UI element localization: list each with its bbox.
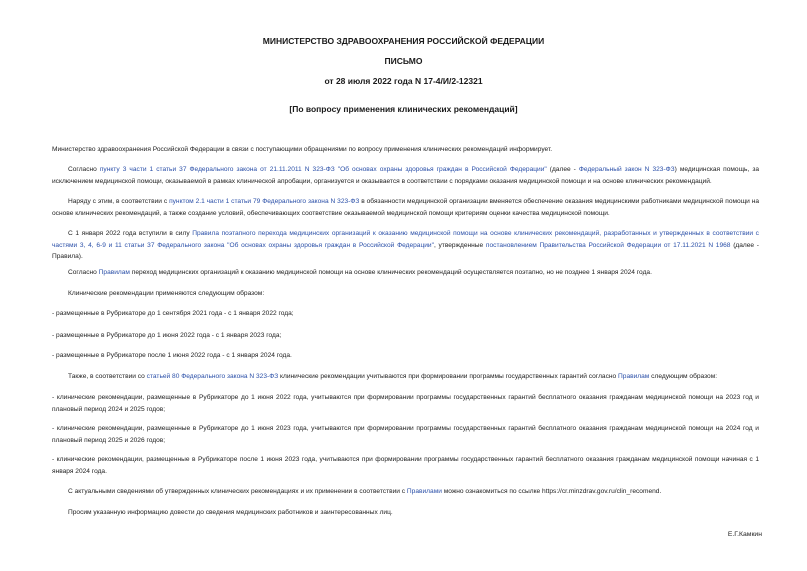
paragraph-intro: Министерство здравоохранения Российской Федерации в связи с поступающими обращениями по вопросу применения клинических рекомендаций информирует. — [52, 146, 553, 153]
list-item-2: - размещенные в Рубрикаторе до 1 июня 2022 года - с 1 января 2023 года; — [52, 332, 282, 339]
link-rules-4[interactable]: Правилами — [406, 488, 442, 495]
text: С актуальными сведениями об утвержденных клинических рекомендациях и их применении в соответствии с — [68, 488, 407, 495]
text: С 1 января 2022 года вступили в силу — [68, 230, 193, 237]
list-item-1: - размещенные в Рубрикаторе до 1 сентября 2021 года - с 1 января 2022 года; — [52, 310, 294, 317]
text: в обязанности медицинской организации вменяется обеспечение оказания медицинскими работниками медицинской помощи на основе клинических рекомендаций, а также создание условий, обеспечивающих соответствие оказываемой медицинской помощи критериям оценки качества медицинской помощи. — [52, 198, 760, 217]
text: переход медицинских организаций к оказанию медицинской помощи на основе клинических рекомендаций осуществляется поэтапно, но не позднее 1 января 2024 года. — [129, 269, 652, 276]
text: (далее - Правила). — [52, 241, 760, 260]
link-article-80[interactable]: статьей 80 Федерального закона N 323-ФЗ — [146, 373, 279, 380]
list-item-5: - клинические рекомендации, размещенные в Рубрикаторе до 1 июня 2023 года, учитываются при формировании программы государственных гарантий бесплатного оказания гражданам медицинской помощи на 2024 год и плановый период 2025 и 2026 годов; — [52, 425, 759, 444]
text: , утвержденные — [433, 241, 486, 249]
paragraph-5 — [52, 267, 759, 279]
doc-subject: [По вопросу применения клинических рекомендаций] — [289, 104, 518, 114]
paragraph-15: Просим указанную информацию довести до сведения медицинских работников и заинтересованных лиц. — [68, 509, 393, 516]
paragraph-3 — [52, 196, 759, 219]
link-article-37[interactable]: пункту 3 части 1 статьи 37 Федерального закона от 21.11.2011 N 323-ФЗ "Об основах охраны здоровья граждан в Российской Федерации" — [99, 166, 547, 173]
text: (далее - — [546, 166, 579, 173]
doc-type: ПИСЬМО — [384, 56, 423, 66]
link-rules-3[interactable]: Правилам — [618, 373, 650, 380]
link-rules[interactable]: Правила поэтапного перехода медицинских организаций к оказанию медицинской помощи на основе клинических рекомендаций, разработанных и утвержденных в соответствии с частями 3, 4, 6-9 и 11 статьи 37 Федерального закона "Об основах охраны здоровья граждан в Российской Федерации" — [52, 230, 759, 249]
text: следующим образом: — [649, 373, 718, 380]
text: Также, в соответствии со — [68, 373, 147, 380]
link-law-323[interactable]: Федеральный закон N 323-ФЗ — [578, 166, 675, 173]
text: ) медицинская помощь, за исключением медицинской помощи, оказываемой в рамках клинической апробации, организуется и оказывается в соответствии с порядками оказания медицинской помощи и на основе клинических рекомендаций. — [52, 166, 760, 185]
list-item-6: - клинические рекомендации, размещенные в Рубрикаторе после 1 июня 2023 года, учитываются при формировании программы государственных гарантий бесплатного оказания гражданам медицинской помощи начиная с 1 января 2024 года. — [52, 456, 759, 475]
text: клинические рекомендации учитываются при формировании программы государственных гарантий согласно — [278, 373, 619, 380]
signature: Е.Г.Камкин — [727, 531, 762, 538]
paragraph-2 — [52, 164, 759, 187]
paragraph-10 — [52, 371, 759, 383]
text: можно ознакомиться по ссылке https://cr.minzdrav.gov.ru/clin_recomend. — [441, 488, 662, 495]
link-article-79[interactable]: пунктом 2.1 части 1 статьи 79 Федерального закона N 323-ФЗ — [169, 198, 360, 205]
text: Согласно — [68, 269, 99, 276]
paragraph-14 — [52, 486, 759, 498]
link-rules-2[interactable]: Правилам — [98, 269, 130, 276]
ministry-title: МИНИСТЕРСТВО ЗДРАВООХРАНЕНИЯ РОССИЙСКОЙ ФЕДЕРАЦИИ — [262, 36, 545, 46]
text: Согласно — [68, 166, 100, 173]
list-item-3: - размещенные в Рубрикаторе после 1 июня 2022 года - с 1 января 2024 года. — [52, 352, 292, 359]
paragraph-4 — [52, 228, 759, 263]
link-resolution-1968[interactable]: постановлением Правительства Российской Федерации от 17.11.2021 N 1968 — [485, 241, 731, 249]
date-number: от 28 июля 2022 года N 17-4/И/2-12321 — [324, 76, 483, 86]
paragraph-6: Клинические рекомендации применяются следующим образом: — [68, 290, 265, 297]
text: Наряду с этим, в соответствии с — [68, 198, 170, 205]
list-item-4: - клинические рекомендации, размещенные в Рубрикаторе до 1 июня 2022 года, учитываются при формировании программы государственных гарантий бесплатного оказания гражданам медицинской помощи на 2023 год и плановый период 2024 и 2025 годов; — [52, 394, 759, 413]
